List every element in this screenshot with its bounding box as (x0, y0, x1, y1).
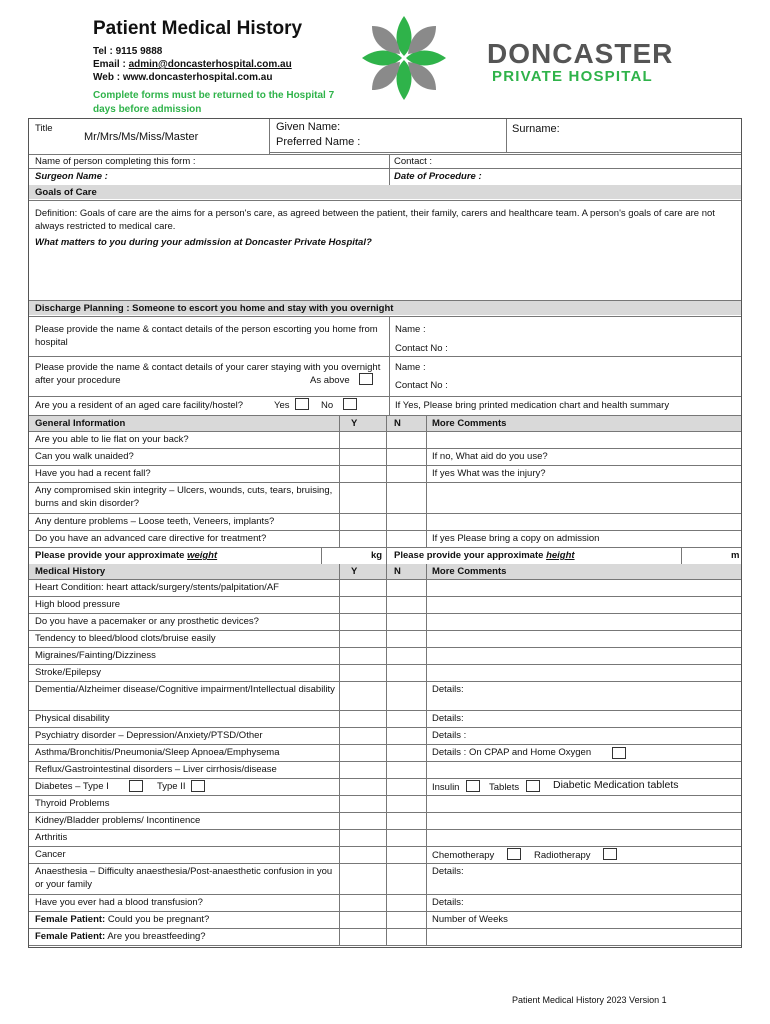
height-label: Please provide your approximate (394, 550, 547, 561)
female-question-text: Could you be pregnant? (107, 914, 210, 925)
as-above-label: As above (310, 375, 350, 386)
general-row-question: Are you able to lie flat on your back? (35, 434, 189, 445)
title-options[interactable]: Mr/Mrs/Ms/Miss/Master (84, 131, 199, 143)
escort-question: Please provide the name & contact details of the person escorting you home from hospital (35, 324, 378, 348)
general-heading: General Information (35, 418, 126, 429)
medical-row-question: Asthma/Bronchitis/Pneumonia/Sleep Apnoea/Emphysema (35, 747, 280, 758)
given-name-field[interactable]: Given Name: (276, 121, 341, 133)
medical-row-question (35, 913, 335, 926)
female-patient-label: Female Patient: (35, 931, 106, 942)
medical-row-yes-cell[interactable] (339, 647, 386, 664)
medical-row-yes-cell[interactable] (339, 863, 386, 894)
weight-question (35, 549, 217, 562)
female-patient-label: Female Patient: (35, 914, 106, 925)
chemotherapy-label: Chemotherapy (432, 850, 495, 861)
medical-row-question: Reflux/Gastrointestinal disorders – Liver cirrhosis/disease (35, 764, 277, 775)
medical-n-header: N (394, 566, 401, 577)
medical-row-comment: Details : On CPAP and Home Oxygen (432, 747, 592, 758)
general-row-comment: If no, What aid do you use? (432, 451, 548, 462)
as-above-checkbox[interactable] (359, 373, 373, 385)
email-link[interactable]: admin@doncasterhospital.com.au (128, 59, 292, 70)
medical-row-no-cell[interactable] (386, 795, 426, 812)
medical-row-question: Diabetes – Type I (35, 781, 109, 792)
brand-subtitle: PRIVATE HOSPITAL (492, 68, 653, 85)
medical-row-yes-cell[interactable] (339, 630, 386, 647)
medical-row-yes-cell[interactable] (339, 579, 386, 596)
medical-row-no-cell[interactable] (386, 710, 426, 727)
carer-contact-field[interactable]: Contact No : (395, 380, 448, 391)
phone-line: Tel : 9115 9888 (93, 46, 163, 57)
medical-row-question: Kidney/Bladder problems/ Incontinence (35, 815, 201, 826)
medical-row-question: Arthritis (35, 832, 68, 843)
medical-row-question: Have you ever had a blood transfusion? (35, 897, 203, 908)
surname-field[interactable]: Surname: (512, 123, 560, 135)
medical-row-no-cell[interactable] (386, 863, 426, 894)
medical-row-no-cell[interactable] (386, 761, 426, 778)
aged-care-no-checkbox[interactable] (343, 398, 357, 410)
tablets-label: Tablets (489, 782, 520, 793)
page-title: Patient Medical History (93, 18, 303, 39)
medical-row-comment: Details: (432, 897, 464, 908)
general-row-question: Any denture problems – Loose teeth, Veneers, implants? (35, 516, 275, 527)
general-row-no-cell[interactable] (386, 530, 426, 547)
general-row-yes-cell[interactable] (339, 530, 386, 547)
height-question (394, 549, 575, 562)
radiotherapy-label: Radiotherapy (534, 850, 591, 861)
medical-row-question: Tendency to bleed/blood clots/bruise easily (35, 633, 216, 644)
escort-name-field[interactable]: Name : (395, 324, 426, 335)
medical-row-yes-cell[interactable] (339, 894, 386, 911)
medical-row-yes-cell[interactable] (339, 778, 386, 795)
medical-row-no-cell[interactable] (386, 630, 426, 647)
medical-row-no-cell[interactable] (386, 681, 426, 710)
medical-row-yes-cell[interactable] (339, 744, 386, 761)
medical-row-question: Physical disability (35, 713, 110, 724)
medical-row-question: Stroke/Epilepsy (35, 667, 102, 678)
weight-input[interactable] (322, 547, 370, 563)
weight-label: Please provide your approximate (35, 550, 188, 561)
general-row-yes-cell[interactable] (339, 431, 386, 448)
medical-row-question: Anaesthesia – Difficulty anaesthesia/Post-anaesthetic confusion in you or your family (35, 866, 333, 890)
medical-row-no-cell[interactable] (386, 894, 426, 911)
medical-row-no-cell[interactable] (386, 928, 426, 945)
medical-row-comment: Details : (432, 730, 467, 741)
general-row-question: Do you have an advanced care directive for treatment? (35, 533, 267, 544)
procedure-date-field[interactable]: Date of Procedure : (394, 171, 482, 182)
medical-row-yes-cell[interactable] (339, 829, 386, 846)
general-row-comment: If yes What was the injury? (432, 468, 546, 479)
general-row-question: Can you walk unaided? (35, 451, 134, 462)
chemotherapy-checkbox[interactable] (507, 848, 521, 860)
medical-row-yes-cell[interactable] (339, 928, 386, 945)
medical-row-question: Do you have a pacemaker or any prosthetic devices? (35, 616, 259, 627)
medical-row-no-cell[interactable] (386, 596, 426, 613)
medical-heading: Medical History (35, 566, 106, 577)
carer-name-field[interactable]: Name : (395, 362, 426, 373)
diabetes-type2-checkbox[interactable] (191, 780, 205, 792)
medical-row-yes-cell[interactable] (339, 596, 386, 613)
medical-row-no-cell[interactable] (386, 744, 426, 761)
medical-row-comment: Details: (432, 866, 464, 877)
general-row-yes-cell[interactable] (339, 482, 386, 513)
medical-row-no-cell[interactable] (386, 829, 426, 846)
medical-row-no-cell[interactable] (386, 579, 426, 596)
weight-word: weight (187, 550, 218, 561)
contact-field[interactable]: Contact : (394, 156, 433, 167)
medical-row-question: Heart Condition: heart attack/surgery/stents/palpitation/AF (35, 582, 279, 593)
medical-row-yes-cell[interactable] (339, 727, 386, 744)
insulin-checkbox[interactable] (466, 780, 480, 792)
medical-row-yes-cell[interactable] (339, 761, 386, 778)
general-row-no-cell[interactable] (386, 465, 426, 482)
general-row-no-cell[interactable] (386, 431, 426, 448)
aged-care-question: Are you a resident of an aged care facility/hostel? (35, 400, 244, 411)
email-line (93, 59, 292, 70)
medical-history-form (28, 118, 742, 948)
surgeon-name-field[interactable]: Surgeon Name : (35, 171, 108, 182)
medical-row-yes-cell[interactable] (339, 664, 386, 681)
aged-care-no-label: No (321, 400, 334, 411)
medical-row-yes-cell[interactable] (339, 613, 386, 630)
m-unit: m (731, 550, 740, 561)
medical-row-question: Dementia/Alzheimer disease/Cognitive impairment/Intellectual disability (35, 684, 335, 695)
type2-label: Type II (157, 781, 186, 792)
medical-row-yes-cell[interactable] (339, 710, 386, 727)
tablets-checkbox[interactable] (526, 780, 540, 792)
goals-answer-area[interactable] (35, 251, 735, 299)
title-label: Title (35, 123, 53, 134)
general-row-question: Have you had a recent fall? (35, 468, 151, 479)
medical-row-question: Migraines/Fainting/Dizziness (35, 650, 156, 661)
medical-row-comment: Details: (432, 713, 464, 724)
goals-definition: Definition: Goals of care are the aims for a person's care, as agreed between the patient, their family, carers and healthcare team. A person's goals of care are not always restricted to medical care. (35, 208, 715, 232)
general-row-yes-cell[interactable] (339, 448, 386, 465)
medical-row-no-cell[interactable] (386, 647, 426, 664)
goals-question: What matters to you during your admission at Doncaster Private Hospital? (35, 237, 372, 248)
radiotherapy-checkbox[interactable] (603, 848, 617, 860)
medical-comments-header: More Comments (432, 566, 507, 577)
general-row-yes-cell[interactable] (339, 513, 386, 530)
medical-row-no-cell[interactable] (386, 812, 426, 829)
web-line: Web : www.doncasterhospital.com.au (93, 72, 273, 83)
medical-row-no-cell[interactable] (386, 846, 426, 863)
completing-person-field[interactable]: Name of person completing this form : (35, 156, 196, 167)
medical-row-question: Thyroid Problems (35, 798, 110, 809)
brand-name: DONCASTER (487, 38, 674, 69)
aged-care-yes-checkbox[interactable] (295, 398, 309, 410)
email-label: Email : (93, 59, 129, 70)
medical-row-question: Cancer (35, 849, 66, 860)
footer-version: Patient Medical History 2023 Version 1 (512, 995, 667, 1005)
female-question-text: Are you breastfeeding? (107, 931, 206, 942)
height-input[interactable] (682, 547, 727, 563)
medical-row-question: Psychiatry disorder – Depression/Anxiety/PTSD/Other (35, 730, 263, 741)
insulin-label: Insulin (432, 782, 460, 793)
medical-row-comment: Details: (432, 684, 464, 695)
general-y-header: Y (351, 418, 358, 429)
general-row-no-cell[interactable] (386, 513, 426, 530)
medical-row-no-cell[interactable] (386, 613, 426, 630)
discharge-heading: Discharge Planning : Someone to escort you home and stay with you overnight (35, 303, 394, 314)
escort-contact-field[interactable]: Contact No : (395, 343, 448, 354)
medical-row-yes-cell[interactable] (339, 911, 386, 928)
general-row-comment: If yes Please bring a copy on admission (432, 533, 600, 544)
return-note: Complete forms must be returned to the Hospital 7 days before admission (93, 90, 335, 115)
general-row-no-cell[interactable] (386, 448, 426, 465)
kg-unit: kg (371, 550, 383, 561)
general-n-header: N (394, 418, 401, 429)
general-row-no-cell[interactable] (386, 482, 426, 513)
preferred-name-field[interactable]: Preferred Name : (276, 136, 361, 148)
cpap-oxygen-checkbox[interactable] (612, 747, 626, 759)
medical-row-no-cell[interactable] (386, 727, 426, 744)
medical-row-question (35, 930, 335, 943)
general-row-question: Any compromised skin integrity – Ulcers, wounds, cuts, tears, bruising, burns and skin disorder? (35, 485, 333, 509)
general-row-yes-cell[interactable] (339, 465, 386, 482)
hospital-logo (358, 12, 450, 104)
medical-row-yes-cell[interactable] (339, 812, 386, 829)
medical-row-question: High blood pressure (35, 599, 121, 610)
carer-question: Please provide the name & contact details of your carer staying with you overnight after your procedure (35, 362, 381, 386)
medical-y-header: Y (351, 566, 358, 577)
goals-heading: Goals of Care (35, 187, 97, 198)
medical-row-no-cell[interactable] (386, 664, 426, 681)
aged-care-note: If Yes, Please bring printed medication chart and health summary (395, 400, 670, 411)
aged-care-yes-label: Yes (274, 400, 290, 411)
medical-row-no-cell[interactable] (386, 911, 426, 928)
medical-row-yes-cell[interactable] (339, 681, 386, 710)
diabetes-type1-checkbox[interactable] (129, 780, 143, 792)
height-word: height (546, 550, 575, 561)
diabetic-medication-label: Diabetic Medication tablets (553, 779, 679, 791)
medical-row-comment: Number of Weeks (432, 914, 508, 925)
general-comments-header: More Comments (432, 418, 507, 429)
medical-row-no-cell[interactable] (386, 778, 426, 795)
medical-row-yes-cell[interactable] (339, 795, 386, 812)
medical-row-yes-cell[interactable] (339, 846, 386, 863)
